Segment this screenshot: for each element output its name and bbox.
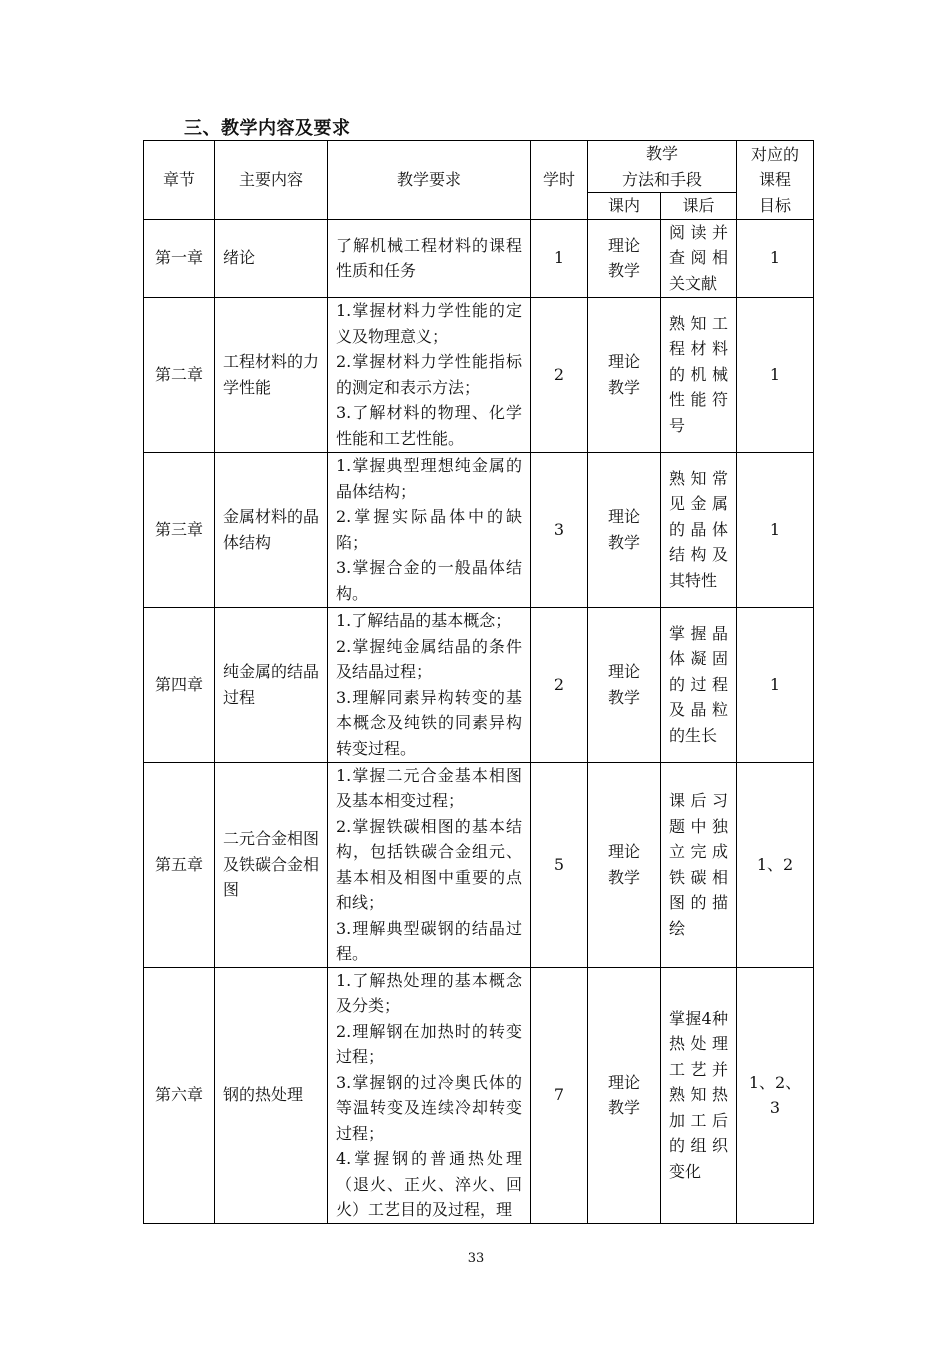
cell-in-class: 理论教学 <box>588 607 661 762</box>
cell-objective: 1、2 <box>737 762 814 967</box>
cell-in-class: 理论教学 <box>588 967 661 1223</box>
header-methods <box>588 141 737 193</box>
cell-in-class: 理论教学 <box>588 219 661 297</box>
cell-objective: 1 <box>737 607 814 762</box>
cell-hours: 3 <box>531 452 588 607</box>
cell-after-class: 课后习题中独立完成铁碳相图的描绘 <box>661 762 737 967</box>
table-row <box>144 967 814 1223</box>
cell-content: 绪论 <box>215 219 328 297</box>
cell-after-class: 熟知常见金属的晶体结构及其特性 <box>661 452 737 607</box>
cell-requirements: 1.了解结晶的基本概念； 2.掌握纯金属结晶的条件及结晶过程； 3.理解同素异构转变的基本概念及纯铁的同素异构转变过程。 <box>328 607 531 762</box>
table-row <box>144 452 814 607</box>
cell-after-class: 掌握晶体凝固的过程及晶粒的生长 <box>661 607 737 762</box>
cell-in-class: 理论教学 <box>588 762 661 967</box>
cell-hours: 2 <box>531 297 588 452</box>
header-in-class: 课内 <box>588 193 661 220</box>
cell-chapter: 第四章 <box>144 607 215 762</box>
cell-content: 金属材料的晶体结构 <box>215 452 328 607</box>
table-row <box>144 297 814 452</box>
header-objective <box>737 141 814 220</box>
table-row <box>144 219 814 297</box>
cell-after-class: 熟知工程材料的机械性能符号 <box>661 297 737 452</box>
cell-chapter: 第六章 <box>144 967 215 1223</box>
cell-content: 二元合金相图及铁碳合金相图 <box>215 762 328 967</box>
cell-hours: 5 <box>531 762 588 967</box>
header-methods-line1: 教学 <box>646 144 679 163</box>
cell-chapter: 第三章 <box>144 452 215 607</box>
cell-objective: 1、2、3 <box>737 967 814 1223</box>
header-objective-line3: 目标 <box>759 195 792 215</box>
teaching-content-table <box>143 140 814 1224</box>
page-number: 33 <box>467 1251 485 1266</box>
cell-chapter: 第五章 <box>144 762 215 967</box>
cell-content: 钢的热处理 <box>215 967 328 1223</box>
cell-chapter: 第一章 <box>144 219 215 297</box>
cell-hours: 1 <box>531 219 588 297</box>
table-row <box>144 762 814 967</box>
header-content: 主要内容 <box>215 141 328 220</box>
section-title: 三、教学内容及要求 <box>184 118 351 139</box>
cell-requirements: 了解机械工程材料的课程性质和任务 <box>328 219 531 297</box>
cell-after-class: 掌握4种热处理工艺并熟知热加工后的组织变化 <box>661 967 737 1223</box>
cell-requirements: 1.了解热处理的基本概念及分类； 2.理解钢在加热时的转变过程； 3.掌握钢的过冷奥氏体的等温转变及连续冷却转变过程； 4.掌握钢的普通热处理（退火、正火、淬火、回火）工艺目的及过程，理 <box>328 967 531 1223</box>
cell-objective: 1 <box>737 452 814 607</box>
cell-requirements: 1.掌握二元合金基本相图及基本相变过程； 2.掌握铁碳相图的基本结构，包括铁碳合金组元、基本相及相图中重要的点和线； 3.理解典型碳钢的结晶过程。 <box>328 762 531 967</box>
header-methods-line2: 方法和手段 <box>622 169 703 189</box>
header-hours: 学时 <box>531 141 588 220</box>
header-after-class: 课后 <box>661 193 737 220</box>
cell-objective: 1 <box>737 297 814 452</box>
cell-in-class: 理论教学 <box>588 452 661 607</box>
header-objective-line2: 课程 <box>759 170 792 189</box>
cell-requirements: 1.掌握典型理想纯金属的晶体结构； 2.掌握实际晶体中的缺陷； 3.掌握合金的一般晶体结构。 <box>328 452 531 607</box>
header-objective-line1: 对应的 <box>751 144 800 164</box>
cell-chapter: 第二章 <box>144 297 215 452</box>
cell-content: 工程材料的力学性能 <box>215 297 328 452</box>
header-requirements: 教学要求 <box>328 141 531 220</box>
cell-hours: 7 <box>531 967 588 1223</box>
cell-content: 纯金属的结晶过程 <box>215 607 328 762</box>
cell-after-class: 阅读并查阅相关文献 <box>661 219 737 297</box>
header-chapter: 章节 <box>144 141 215 220</box>
cell-requirements: 1.掌握材料力学性能的定义及物理意义； 2.掌握材料力学性能指标的测定和表示方法； 3.了解材料的物理、化学性能和工艺性能。 <box>328 297 531 452</box>
cell-objective: 1 <box>737 219 814 297</box>
table-row <box>144 607 814 762</box>
cell-hours: 2 <box>531 607 588 762</box>
cell-in-class: 理论教学 <box>588 297 661 452</box>
